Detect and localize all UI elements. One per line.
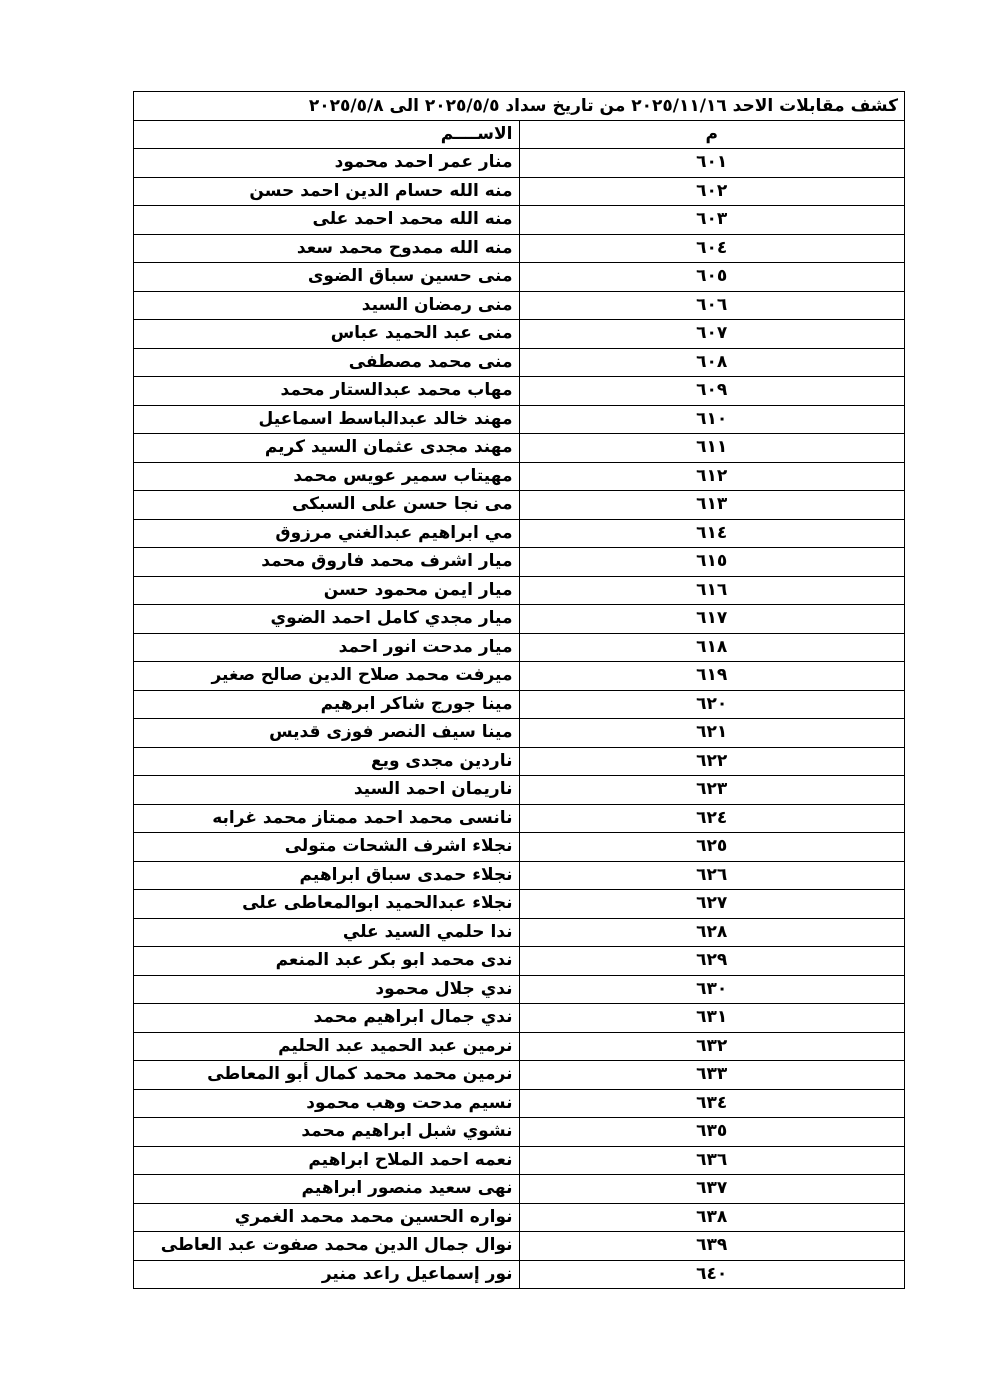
- person-name: منه الله محمد احمد على: [134, 206, 520, 235]
- row-number: ٦٢٤: [519, 804, 905, 833]
- table-row: [134, 890, 905, 919]
- row-number: ٦٣٧: [519, 1175, 905, 1204]
- table-row: [134, 263, 905, 292]
- person-name: ناريمان احمد السيد: [134, 776, 520, 805]
- table-row: [134, 320, 905, 349]
- person-name: نهى سعيد منصور ابراهيم: [134, 1175, 520, 1204]
- row-number: ٦١٨: [519, 633, 905, 662]
- person-name: مهند مجدى عثمان السيد كريم: [134, 434, 520, 463]
- table-row: [134, 747, 905, 776]
- row-number: ٦٣٢: [519, 1032, 905, 1061]
- row-number: ٦٠٥: [519, 263, 905, 292]
- table-row: [134, 377, 905, 406]
- person-name: ميار مدحت انور احمد: [134, 633, 520, 662]
- table-row: [134, 1260, 905, 1289]
- row-number: ٦١٤: [519, 519, 905, 548]
- person-name: مهيتاب سمير عويس محمد: [134, 462, 520, 491]
- row-number: ٦٣١: [519, 1004, 905, 1033]
- row-number: ٦٢٢: [519, 747, 905, 776]
- person-name: نرمين عبد الحميد عبد الحليم: [134, 1032, 520, 1061]
- table-row: [134, 1118, 905, 1147]
- table-row: [134, 491, 905, 520]
- table-row: [134, 348, 905, 377]
- table-row: [134, 918, 905, 947]
- row-number: ٦٢٣: [519, 776, 905, 805]
- person-name: نجلاء اشرف الشحات متولى: [134, 833, 520, 862]
- table-row: [134, 206, 905, 235]
- row-number: ٦٤٠: [519, 1260, 905, 1289]
- interview-list-table: [133, 91, 905, 1289]
- person-name: نجلاء عبدالحميد ابوالمعاطى على: [134, 890, 520, 919]
- table-row: [134, 605, 905, 634]
- row-number: ٦١٠: [519, 405, 905, 434]
- row-number: ٦٠٧: [519, 320, 905, 349]
- person-name: نانسى محمد احمد ممتاز محمد غرابه: [134, 804, 520, 833]
- title-row: [134, 92, 905, 121]
- table-row: [134, 1203, 905, 1232]
- row-number: ٦٣٠: [519, 975, 905, 1004]
- person-name: ندي جلال محمود: [134, 975, 520, 1004]
- person-name: ناردين مجدى ويع: [134, 747, 520, 776]
- person-name: مهند خالد عبدالباسط اسماعيل: [134, 405, 520, 434]
- row-number: ٦٢٩: [519, 947, 905, 976]
- row-number: ٦١٥: [519, 548, 905, 577]
- table-row: [134, 1061, 905, 1090]
- table-row: [134, 690, 905, 719]
- row-number: ٦١٣: [519, 491, 905, 520]
- row-number: ٦٠٨: [519, 348, 905, 377]
- row-number: ٦٣٨: [519, 1203, 905, 1232]
- table-row: [134, 405, 905, 434]
- table-row: [134, 1146, 905, 1175]
- row-number: ٦١٧: [519, 605, 905, 634]
- person-name: منى محمد مصطفى: [134, 348, 520, 377]
- header-row: [134, 121, 905, 149]
- person-name: مهاب محمد عبدالستار محمد: [134, 377, 520, 406]
- person-name: منار عمر احمد محمود: [134, 149, 520, 178]
- person-name: منه الله ممدوح محمد سعد: [134, 234, 520, 263]
- row-number: ٦٠٤: [519, 234, 905, 263]
- column-header-name: الاســــم: [134, 121, 520, 149]
- table-row: [134, 177, 905, 206]
- table-row: [134, 234, 905, 263]
- table-row: [134, 1175, 905, 1204]
- row-number: ٦٣٩: [519, 1232, 905, 1261]
- person-name: ميار ايمن محمود حسن: [134, 576, 520, 605]
- person-name: نواره الحسين محمد محمد الغمري: [134, 1203, 520, 1232]
- person-name: نشوي شبل ابراهيم محمد: [134, 1118, 520, 1147]
- person-name: نعمه احمد الملاح ابراهيم: [134, 1146, 520, 1175]
- person-name: نوال جمال الدين محمد صفوت عبد العاطى: [134, 1232, 520, 1261]
- row-number: ٦٠٣: [519, 206, 905, 235]
- person-name: منه الله حسام الدين احمد حسن: [134, 177, 520, 206]
- row-number: ٦١٦: [519, 576, 905, 605]
- table-row: [134, 1232, 905, 1261]
- row-number: ٦١١: [519, 434, 905, 463]
- person-name: مي ابراهيم عبدالغني مرزوق: [134, 519, 520, 548]
- person-name: مينا سيف النصر فوزى قديس: [134, 719, 520, 748]
- person-name: نجلاء حمدى سباق ابراهيم: [134, 861, 520, 890]
- person-name: نور إسماعيل راعد منير: [134, 1260, 520, 1289]
- table-row: [134, 1089, 905, 1118]
- table-row: [134, 1032, 905, 1061]
- row-number: ٦٢٠: [519, 690, 905, 719]
- table-row: [134, 519, 905, 548]
- row-number: ٦٢٧: [519, 890, 905, 919]
- table-row: [134, 462, 905, 491]
- person-name: ميار اشرف محمد فاروق محمد: [134, 548, 520, 577]
- row-number: ٦١٢: [519, 462, 905, 491]
- row-number: ٦٠١: [519, 149, 905, 178]
- table-row: [134, 947, 905, 976]
- table-row: [134, 633, 905, 662]
- table-row: [134, 662, 905, 691]
- row-number: ٦١٩: [519, 662, 905, 691]
- person-name: مى نجا حسن على السبكى: [134, 491, 520, 520]
- table-row: [134, 719, 905, 748]
- row-number: ٦٣٦: [519, 1146, 905, 1175]
- table-row: [134, 149, 905, 178]
- row-number: ٦٠٢: [519, 177, 905, 206]
- table-row: [134, 548, 905, 577]
- table-row: [134, 776, 905, 805]
- document-title: كشف مقابلات الاحد ٢٠٢٥/١١/١٦ من تاريخ سداد ٢٠٢٥/٥/٥ الى ٢٠٢٥/٥/٨: [134, 92, 905, 121]
- person-name: مينا جورج شاكر ابرهيم: [134, 690, 520, 719]
- row-number: ٦٢٦: [519, 861, 905, 890]
- row-number: ٦٢٨: [519, 918, 905, 947]
- table-row: [134, 804, 905, 833]
- row-number: ٦٠٩: [519, 377, 905, 406]
- table-row: [134, 576, 905, 605]
- column-header-index: م: [519, 121, 905, 149]
- row-number: ٦٣٤: [519, 1089, 905, 1118]
- person-name: منى عبد الحميد عباس: [134, 320, 520, 349]
- person-name: ندا حلمي السيد علي: [134, 918, 520, 947]
- person-name: نسيم مدحت وهب محمود: [134, 1089, 520, 1118]
- row-number: ٦٢١: [519, 719, 905, 748]
- table-row: [134, 1004, 905, 1033]
- person-name: ندي جمال ابراهيم محمد: [134, 1004, 520, 1033]
- person-name: ميار مجدي كامل احمد الضوي: [134, 605, 520, 634]
- table-row: [134, 291, 905, 320]
- person-name: نرمين محمد محمد كمال أبو المعاطى: [134, 1061, 520, 1090]
- table-row: [134, 975, 905, 1004]
- person-name: منى رمضان السيد: [134, 291, 520, 320]
- table-row: [134, 861, 905, 890]
- person-name: منى حسين سباق الضوى: [134, 263, 520, 292]
- row-number: ٦٠٦: [519, 291, 905, 320]
- row-number: ٦٣٣: [519, 1061, 905, 1090]
- row-number: ٦٣٥: [519, 1118, 905, 1147]
- row-number: ٦٢٥: [519, 833, 905, 862]
- table-row: [134, 833, 905, 862]
- table-row: [134, 434, 905, 463]
- person-name: ميرفت محمد صلاح الدين صالح صغير: [134, 662, 520, 691]
- person-name: ندى محمد ابو بكر عبد المنعم: [134, 947, 520, 976]
